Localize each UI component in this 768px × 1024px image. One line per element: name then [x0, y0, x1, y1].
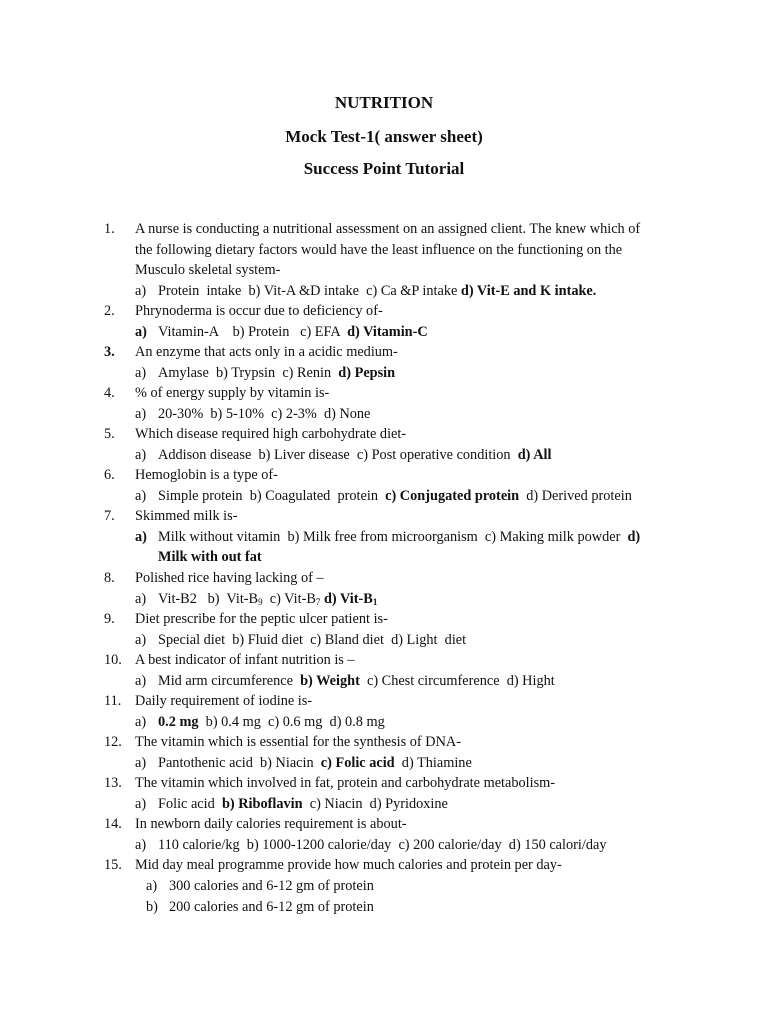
option-letter: a)	[135, 529, 147, 545]
question-number: 8.	[104, 570, 115, 586]
question-3-options	[0, 363, 768, 383]
options-after: c) Chest circumference d) Hight	[359, 673, 555, 689]
options-plain: c) Vit-B	[262, 591, 316, 607]
options-plain: Protein intake b) Vit-A &D intake c) Ca &P intake	[158, 283, 461, 299]
option-text	[158, 712, 385, 732]
option-text	[158, 753, 472, 773]
correct-answer: d) Vit-E and K intake.	[460, 283, 597, 299]
correct-answer: c) Conjugated protein	[385, 488, 520, 504]
question-7	[0, 506, 768, 526]
options-plain: Milk without vitamin b) Milk free from microorganism c) Making milk powder	[158, 529, 628, 545]
option-letter: a)	[135, 365, 147, 381]
options-plain: Vitamin-A b) Protein c) EFA	[158, 324, 348, 340]
correct-answer: d) Vitamin-C	[347, 324, 428, 340]
question-text: The vitamin which is essential for the synthesis of DNA-	[135, 734, 461, 750]
question-number: 1.	[104, 221, 115, 237]
option-letter: a)	[135, 447, 147, 463]
option-letter: a)	[135, 632, 147, 648]
question-6	[0, 465, 768, 485]
option-text	[158, 486, 632, 506]
options-after: d) Thiamine	[394, 755, 472, 771]
option-text	[158, 794, 448, 814]
question-number: 6.	[104, 467, 115, 483]
options-plain: Folic acid	[158, 796, 222, 812]
question-number: 5.	[104, 426, 115, 442]
options-plain: Mid arm circumference	[158, 673, 301, 689]
question-1-options	[0, 281, 768, 301]
option-letter: a)	[135, 673, 147, 689]
question-text: The vitamin which involved in fat, protein and carbohydrate metabolism-	[135, 775, 556, 791]
subscript: 7	[315, 597, 321, 607]
subscript: 1	[372, 597, 378, 607]
question-7-options-line-2	[0, 547, 768, 567]
option-letter: a)	[135, 488, 147, 504]
question-15-option-a	[0, 876, 768, 896]
question-text: In newborn daily calories requirement is about-	[135, 816, 407, 832]
question-number: 15.	[104, 857, 122, 873]
option-letter: a)	[135, 755, 147, 771]
document-organization: Success Point Tutorial	[303, 159, 465, 178]
subscript: 9	[258, 597, 263, 607]
correct-answer: b) Riboflavin	[221, 796, 303, 812]
correct-answer-continued: Milk with out fat	[158, 549, 262, 565]
question-1-line-3	[0, 260, 768, 280]
question-8	[0, 568, 768, 588]
question-number: 12.	[104, 734, 122, 750]
option-letter: a)	[135, 324, 147, 340]
question-5	[0, 424, 768, 444]
option-text	[158, 589, 377, 609]
question-number: 9.	[104, 611, 115, 627]
question-5-options	[0, 445, 768, 465]
options-plain: Pantothenic acid b) Niacin	[158, 755, 321, 771]
question-14-options	[0, 835, 768, 855]
question-text: Daily requirement of iodine is-	[135, 693, 313, 709]
correct-answer: 0.2 mg	[158, 714, 199, 730]
options-plain: Amylase b) Trypsin c) Renin	[158, 365, 339, 381]
options-after: d) Derived protein	[519, 488, 632, 504]
question-3	[0, 342, 768, 362]
question-2	[0, 301, 768, 321]
option-letter: a)	[146, 878, 158, 894]
question-9-options	[0, 630, 768, 650]
correct-answer: c) Folic acid	[320, 755, 395, 771]
option-text: Special diet b) Fluid diet c) Bland diet d) Light diet	[158, 632, 467, 648]
option-letter: a)	[135, 591, 147, 607]
option-text	[158, 445, 552, 465]
question-number: 13.	[104, 775, 122, 791]
options-plain: Vit-B2 b) Vit-B	[158, 591, 259, 607]
option-letter: a)	[135, 837, 147, 853]
correct-answer: d) All	[517, 447, 552, 463]
question-8-options	[0, 589, 768, 609]
option-letter: a)	[135, 796, 147, 812]
options-plain: Simple protein b) Coagulated protein	[158, 488, 386, 504]
option-text: 110 calorie/kg b) 1000-1200 calorie/day c) 200 calorie/day d) 150 calori/day	[158, 837, 607, 853]
option-text	[158, 671, 555, 691]
question-text: An enzyme that acts only in a acidic medium-	[135, 344, 398, 360]
question-11	[0, 691, 768, 711]
question-1	[0, 219, 768, 239]
option-letter: a)	[135, 283, 147, 299]
question-4-options	[0, 404, 768, 424]
option-text	[158, 527, 640, 547]
question-text: the following dietary factors would have the least influence on the functioning on the	[135, 242, 623, 258]
correct-answer: d)	[627, 529, 641, 545]
question-text: Hemoglobin is a type of-	[135, 467, 278, 483]
question-4	[0, 383, 768, 403]
question-10-options	[0, 671, 768, 691]
question-number: 2.	[104, 303, 115, 319]
question-number: 4.	[104, 385, 115, 401]
question-15	[0, 855, 768, 875]
option-text	[158, 281, 596, 301]
options-after: b) 0.4 mg c) 0.6 mg d) 0.8 mg	[198, 714, 385, 730]
option-letter: b)	[146, 899, 158, 915]
option-text: 200 calories and 6-12 gm of protein	[169, 899, 374, 915]
question-12	[0, 732, 768, 752]
question-number: 7.	[104, 508, 115, 524]
question-text: Musculo skeletal system-	[135, 262, 281, 278]
option-text: 20-30% b) 5-10% c) 2-3% d) None	[158, 406, 371, 422]
question-7-options	[0, 527, 768, 547]
question-10	[0, 650, 768, 670]
question-number: 3.	[104, 344, 115, 360]
document-subtitle: Mock Test-1( answer sheet)	[285, 127, 483, 146]
correct-answer: b) Weight	[300, 673, 360, 689]
question-11-options	[0, 712, 768, 732]
question-text: % of energy supply by vitamin is-	[135, 385, 330, 401]
question-text: Polished rice having lacking of –	[135, 570, 324, 586]
option-text: 300 calories and 6-12 gm of protein	[169, 878, 374, 894]
question-1-line-2	[0, 240, 768, 260]
question-12-options	[0, 753, 768, 773]
question-text: Skimmed milk is-	[135, 508, 238, 524]
option-text	[158, 322, 428, 342]
correct-answer: d) Pepsin	[338, 365, 396, 381]
question-9	[0, 609, 768, 629]
question-number: 14.	[104, 816, 122, 832]
question-6-options	[0, 486, 768, 506]
correct-answer: d) Vit-$B_1$	[320, 591, 378, 607]
question-text: A best indicator of infant nutrition is –	[135, 652, 355, 668]
question-13-options	[0, 794, 768, 814]
question-text: Which disease required high carbohydrate diet-	[135, 426, 407, 442]
question-number: 10.	[104, 652, 122, 668]
question-number: 11.	[104, 693, 122, 709]
question-2-options	[0, 322, 768, 342]
question-text: Mid day meal programme provide how much calories and protein per day-	[135, 857, 562, 873]
question-14	[0, 814, 768, 834]
question-text: A nurse is conducting a nutritional assessment on an assigned client. The knew which of	[135, 221, 641, 237]
question-15-option-b	[0, 897, 768, 917]
question-13	[0, 773, 768, 793]
question-text: Phrynoderma is occur due to deficiency of-	[135, 303, 383, 319]
option-letter: a)	[135, 714, 147, 730]
option-letter: a)	[135, 406, 147, 422]
option-text	[158, 363, 395, 383]
question-text: Diet prescribe for the peptic ulcer patient is-	[135, 611, 388, 627]
options-after: c) Niacin d) Pyridoxine	[302, 796, 448, 812]
options-plain: Addison disease b) Liver disease c) Post operative condition	[158, 447, 518, 463]
document-title: NUTRITION	[334, 93, 434, 112]
